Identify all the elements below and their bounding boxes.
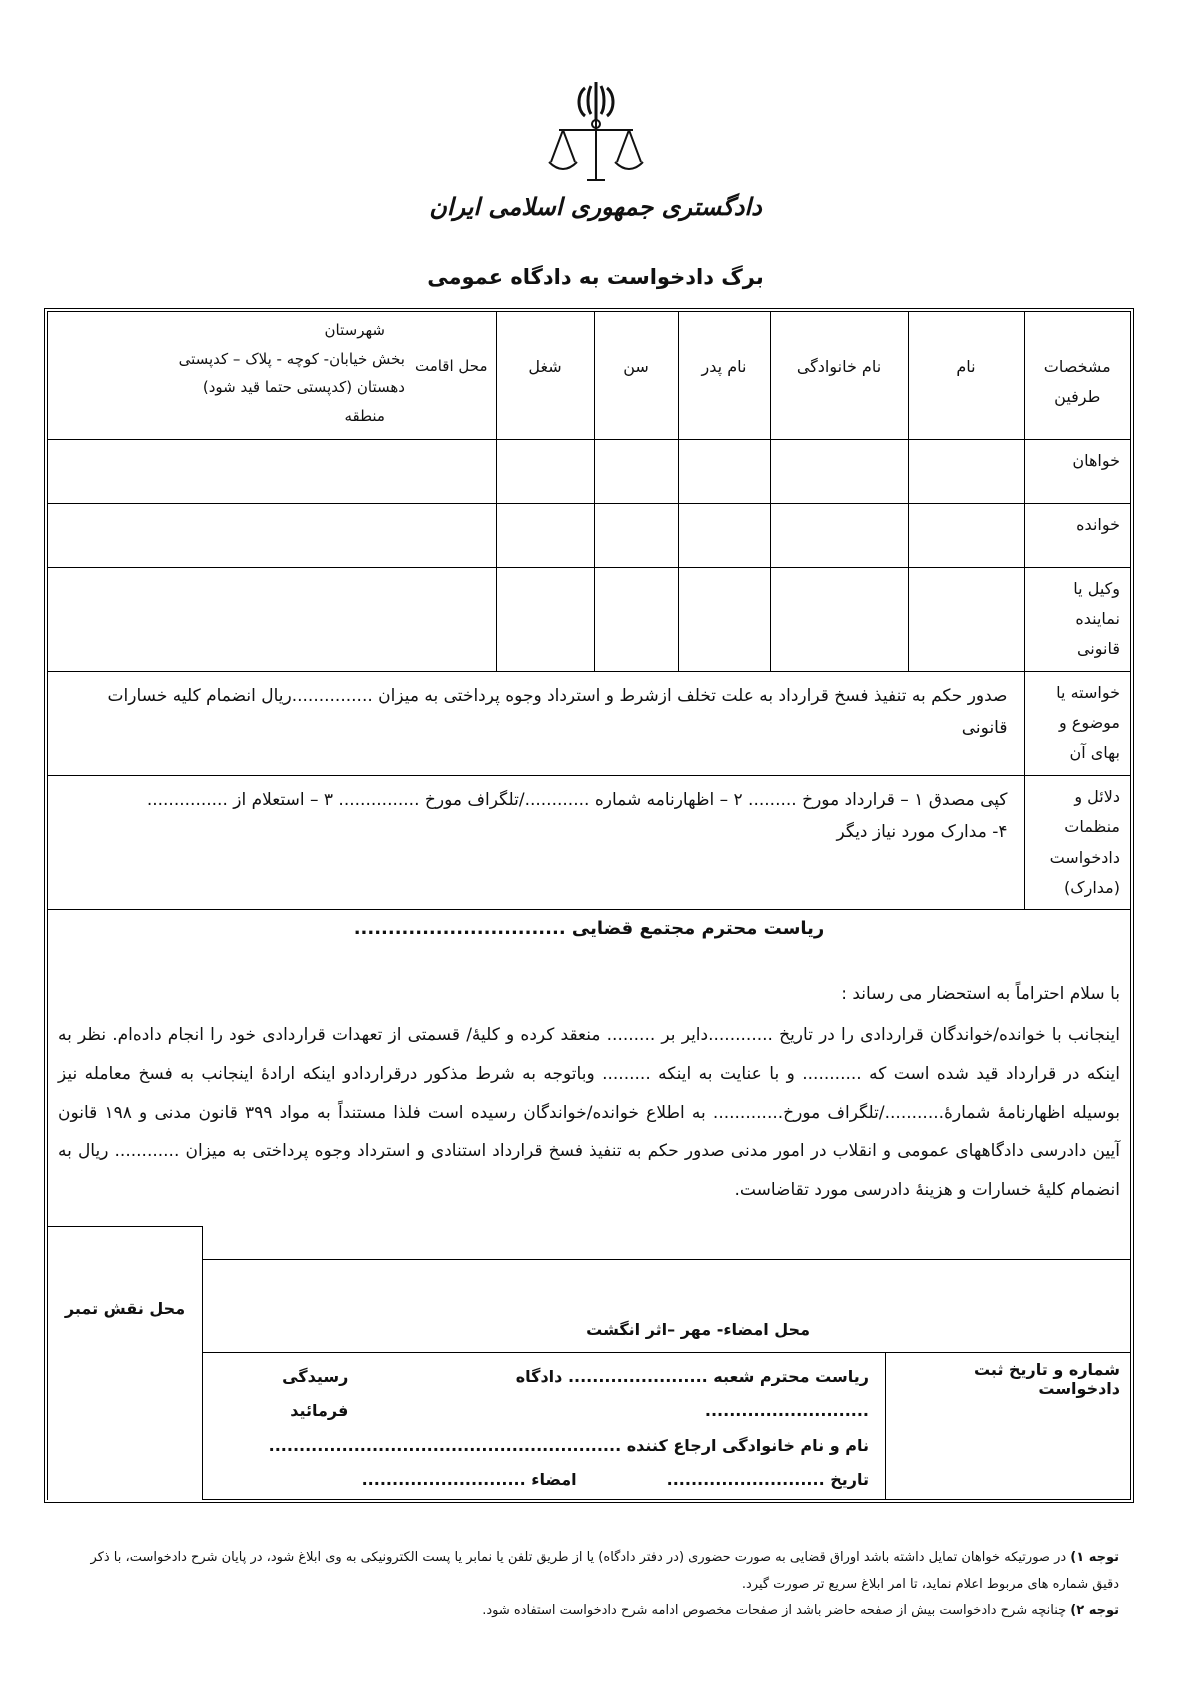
- defendant-address-field[interactable]: [48, 503, 496, 567]
- note-1-label: توجه ۱): [1070, 1550, 1119, 1565]
- column-header: نام: [908, 312, 1024, 439]
- table-row: [48, 567, 1130, 671]
- plaintiff-address-field[interactable]: [48, 439, 496, 503]
- defendant-job-field[interactable]: [496, 503, 594, 567]
- evidence-line: ۴- مدارک مورد نیاز دیگر: [836, 822, 1008, 843]
- parties-table: [48, 312, 1130, 910]
- defendant-first-name-field[interactable]: [908, 503, 1024, 567]
- table-header-row: [48, 312, 1130, 439]
- attorney-age-field[interactable]: [594, 567, 678, 671]
- petition-form-frame: [44, 308, 1134, 1503]
- address-header-cell: [48, 312, 496, 439]
- column-header: نام پدر: [678, 312, 770, 439]
- signature-section: [48, 1259, 1130, 1499]
- evidence-line: کپی مصدق ۱ – قرارداد مورخ ......... ۲ – اظهارنامه شماره ............/تلگراف مورخ ............... ۳ – استعلام از ...............: [146, 789, 1008, 810]
- row-label-defendant: خوانده: [1024, 503, 1130, 567]
- letter-greeting: با سلام احتراماً به استحضار می رساند :: [841, 984, 1120, 1004]
- referral-line: [219, 1463, 869, 1497]
- table-row: [48, 503, 1130, 567]
- column-header: شغل: [496, 312, 594, 439]
- column-header: نام خانوادگی: [770, 312, 908, 439]
- note-1: [90, 1545, 1119, 1598]
- address-line: شهرستان: [324, 321, 385, 339]
- registration-cell: [885, 1352, 1130, 1499]
- letter-title: ریاست محترم مجتمع قضایی ...............................: [353, 918, 825, 939]
- referral-block: [203, 1352, 885, 1499]
- defendant-last-name-field[interactable]: [770, 503, 908, 567]
- claim-text: صدور حکم به تنفیذ فسخ قرارداد به علت تخلف ازشرط و استرداد وجوه پرداختی به میزان ...............ریال انضمام کلیه خسارات قانونی: [48, 671, 1024, 775]
- defendant-age-field[interactable]: [594, 503, 678, 567]
- claim-row: [48, 671, 1130, 775]
- evidence-label: دلائل و منظمات دادخواست (مدارک): [1024, 775, 1130, 910]
- referrer-name-line: نام و نام خانوادگی ارجاع کننده ..........................................................: [268, 1435, 869, 1455]
- address-line: دهستان (کدپستی حتما قید شود): [202, 378, 405, 396]
- attorney-first-name-field[interactable]: [908, 567, 1024, 671]
- attorney-father-name-field[interactable]: [678, 567, 770, 671]
- form-title: برگ دادخواست به دادگاه عمومی: [427, 265, 764, 289]
- petition-letter: [48, 910, 1130, 1210]
- note-2-label: توجه ۲): [1070, 1603, 1119, 1619]
- address-line: بخش خیابان- کوچه - پلاک – کدپستی: [178, 349, 405, 368]
- row-label-attorney: وکیل یا نماینده قانونی: [1024, 567, 1130, 671]
- stamp-box: [48, 1226, 203, 1500]
- attorney-last-name-field[interactable]: [770, 567, 908, 671]
- defendant-father-name-field[interactable]: [678, 503, 770, 567]
- plaintiff-job-field[interactable]: [496, 439, 594, 503]
- column-header: سن: [594, 312, 678, 439]
- address-line: منطقه: [344, 406, 385, 425]
- referral-date: تاریخ ..........................: [666, 1470, 869, 1490]
- page-header: [0, 80, 1191, 221]
- signature-label: محل امضاء- مهر –اثر انگشت: [586, 1320, 810, 1339]
- address-label: محل اقامت: [414, 357, 488, 375]
- referral-line: [219, 1360, 869, 1429]
- plaintiff-father-name-field[interactable]: [678, 439, 770, 503]
- referral-branch: ریاست محترم شعبه ....................... دادگاه ...........................: [515, 1367, 869, 1421]
- attorney-job-field[interactable]: [496, 567, 594, 671]
- evidence-text: [48, 775, 1024, 910]
- stamp-label: محل نقش تمبر: [64, 1299, 186, 1318]
- referral-proceed: رسیدگی فرمائید: [282, 1367, 349, 1421]
- note-2: [90, 1598, 1119, 1625]
- plaintiff-age-field[interactable]: [594, 439, 678, 503]
- judiciary-emblem-icon: [541, 80, 651, 190]
- referral-sign: امضاء ...........................: [361, 1470, 577, 1490]
- letter-body: اینجانب با خوانده/خواندگان قراردادی را در تاریخ ............دایر بر ......... منعقد کرده و کلیهٔ/ قسمتی از تعهدات قراردادی خود را انجام داده‌ام. نظر به اینکه در قرارداد قید شده است که ........... و با عنایت به اینکه ......... وباتوجه به شرط مذکور درقراردادو اینکه ارادهٔ اینجانب به فسخ معامله نیز بوسیله اظهارنامهٔ شمارهٔ.........../تلگراف مورخ............. به اطلاع خوانده/خواندگان رسیده است فلذا مستنداً به مواد ۳۹۹ قانون مدنی و ۱۹۸ قانون آیین دادرسی دادگاههای عمومی و انقلاب در امور مدنی صدور حکم به تنفیذ فسخ قرارداد استنادی و استرداد وجوه پرداختی به میزان ............ ریال به انضمام کلیهٔ خسارات و هزینهٔ دادرسی مورد تقاضاست.: [58, 1025, 1120, 1201]
- note-1-text: در صورتیکه خواهان تمایل داشته باشد اوراق قضایی به صورت حضوری (در دفتر دادگاه) یا از طریق تلفن یا نمابر یا پست الکترونیکی به وی ابلاغ شود، در پایان شرح دادخواست، با ذکر دقیق شماره های مربوط اعلام نماید، تا امر ابلاغ سریع تر صورت گیرد.: [90, 1550, 1119, 1592]
- evidence-row: [48, 775, 1130, 910]
- row-label-plaintiff: خواهان: [1024, 439, 1130, 503]
- row-header-cell: مشخصات طرفین: [1024, 312, 1130, 439]
- plaintiff-last-name-field[interactable]: [770, 439, 908, 503]
- registration-label: شماره و تاریخ ثبت دادخواست: [973, 1360, 1120, 1398]
- org-name: دادگستری جمهوری اسلامی ایران: [429, 192, 762, 221]
- claim-label: خواسته یا موضوع و بهای آن: [1024, 671, 1130, 775]
- attorney-address-field[interactable]: [48, 567, 496, 671]
- note-2-text: چنانچه شرح دادخواست بیش از صفحه حاضر باشد از صفحات مخصوص ادامه شرح دادخواست استفاده شود.: [482, 1603, 1067, 1619]
- plaintiff-first-name-field[interactable]: [908, 439, 1024, 503]
- address-format-lines: [56, 316, 405, 430]
- notes-section: [90, 1545, 1119, 1625]
- table-row: [48, 439, 1130, 503]
